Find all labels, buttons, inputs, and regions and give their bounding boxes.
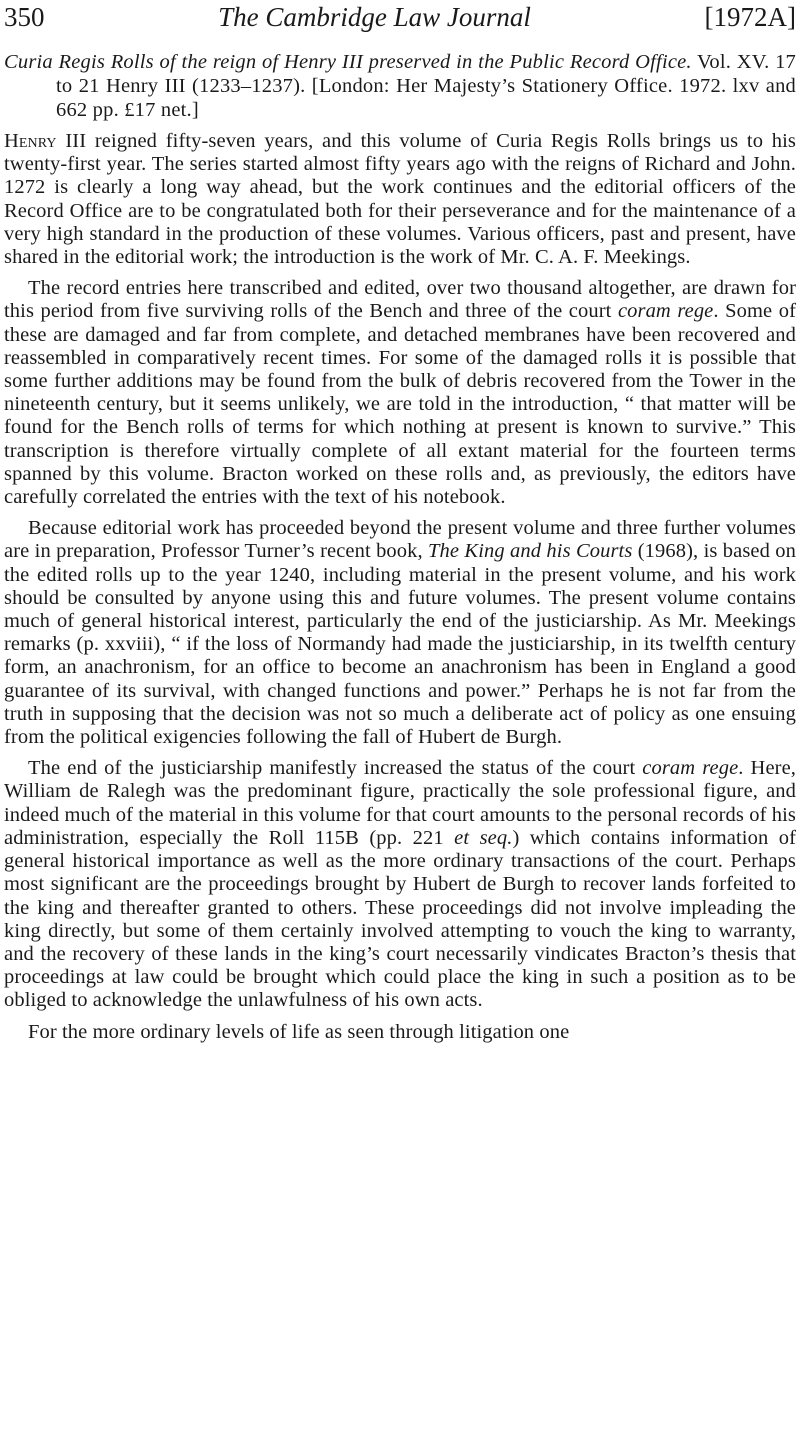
page-number: 350 — [4, 2, 45, 32]
paragraph-2 — [4, 277, 796, 509]
paragraph-5 — [4, 1021, 796, 1044]
paragraph-1 — [4, 130, 796, 269]
book-title: Curia Regis Rolls of the reign of Henry III preserved in the Public Record Office. — [4, 51, 692, 73]
paragraph-3 — [4, 517, 796, 749]
paragraph-3-text-b: (1968), is based on the edited rolls up to the year 1240, including material in the present volume, and his work should be consulted by anyone using this and future volumes. The present volume contains much of general historical interest, particularly the end of the justiciarship. As Mr. Meekings remarks (p. xxviii), “ if the loss of Normandy had made the justiciarship, in its twelfth century form, an anachronism, for an office to become an anachronism has been in England a good guarantee of its survival, with changed functions and power.” Perhaps he is not far from the truth in supposing that the decision was not so much a deliberate act of policy as one ensuing from the political exigencies following the fall of Hubert de Burgh. — [4, 540, 796, 749]
book-details: Vol. XV. 17 to 21 Henry III (1233–1237). [London: Her Majesty’s Stationery Office. 1972. lxv and 662 pp. £17 net.] — [56, 51, 797, 121]
paragraph-5-text: For the more ordinary levels of life as seen through litigation one — [28, 1020, 570, 1043]
paragraph-2-text-a: The record entries here transcribed and edited, over two thousand altogether, are drawn for this period from five surviving rolls of the Bench and three of the court — [4, 277, 796, 323]
journal-title: The Cambridge Law Journal — [218, 2, 531, 32]
paragraph-4-text-b: . Here, William de Ralegh was the predominant figure, practically the sole professional figure, and indeed much of the material in this volume for that court amounts to the personal records of his administration, especially the Roll 115B (pp. 221 — [4, 757, 796, 849]
lead-word: Henry — [4, 130, 57, 152]
book-citation — [4, 50, 796, 122]
paragraph-2-italic: coram rege — [617, 300, 714, 323]
paragraph-3-text-a: Because editorial work has proceeded beyond the present volume and three further volumes are in preparation, Professor Turner’s recent book, — [4, 517, 796, 563]
paragraph-4-text-a: The end of the justiciarship manifestly increased the status of the court — [28, 757, 643, 780]
paragraph-4-italic-a: coram rege — [642, 757, 739, 780]
paragraph-4-italic-b: et seq. — [454, 826, 513, 849]
running-head — [4, 0, 796, 50]
paragraph-1-text: III reigned fifty-seven years, and this volume of Curia Regis Rolls brings us to his twenty-first year. The series started almost fifty years ago with the reigns of Richard and John. 1272 is clearly a long way ahead, but the work continues and the editorial officers of the Record Office are to be congratulated both for their perseverance and for the maintenance of a very high standard in the production of these volumes. Various officers, past and present, have shared in the editorial work; the introduction is the work of Mr. C. A. F. Meekings. — [4, 130, 796, 269]
paragraph-4 — [4, 757, 796, 1012]
paragraph-2-text-b: . Some of these are damaged and far from complete, and detached membranes have been recovered and reassembled in comparatively recent times. For some of the damaged rolls it is possible that some further additions may be found from the bulk of debris recovered from the Tower in the nineteenth century, but it seems unlikely, we are told in the introduction, “ that matter will be found for the Bench rolls of terms for which nothing at present is known to survive.” This transcription is therefore virtually complete of all extant material for the fourteen terms spanned by this volume. Bracton worked on these rolls and, as previously, the editors have carefully correlated the entries with the text of his notebook. — [4, 300, 796, 509]
paragraph-3-italic: The King and his Courts — [428, 540, 633, 563]
volume-year: [1972A] — [704, 2, 796, 32]
paragraph-4-text-c: ) which contains information of general historical importance as well as the more ordinary transactions of the court. Perhaps most significant are the proceedings brought by Hubert de Burgh to recover lands forfeited to the king and thereafter granted to others. These proceedings did not involve impleading the king directly, but some of them certainly involved attempting to vouch the king to warranty, and the recovery of these lands in the king’s court necessarily vindicates Bracton’s thesis that proceedings at law could be brought which could place the king in such a position as to be obliged to acknowledge the unlawfulness of his own acts. — [4, 826, 797, 1012]
